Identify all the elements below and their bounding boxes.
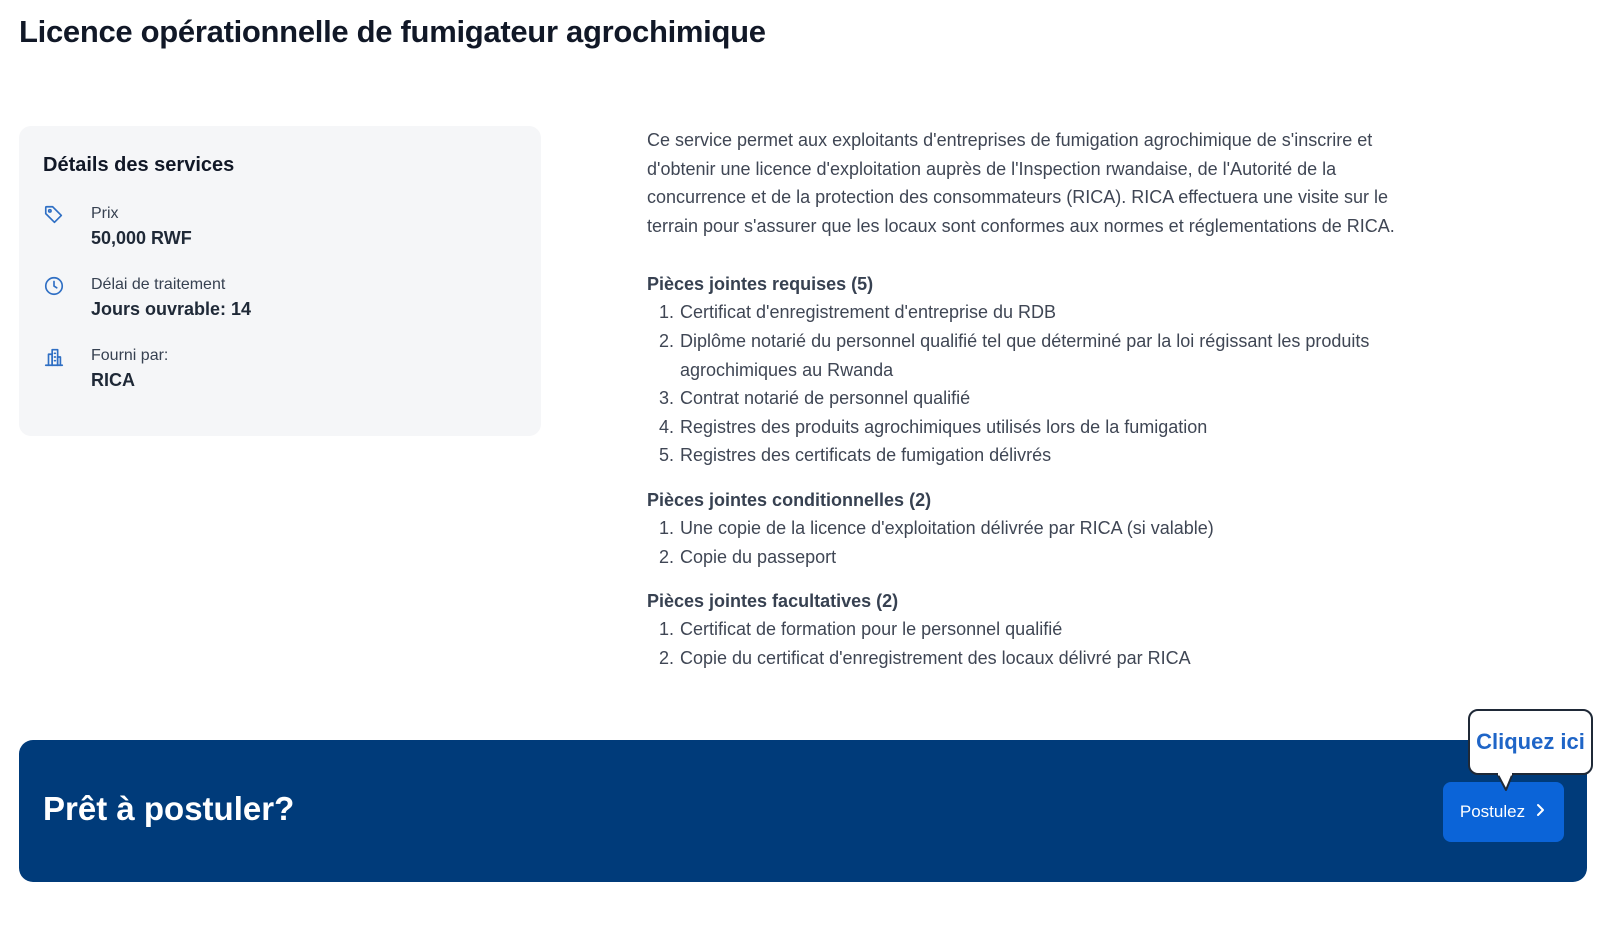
apply-banner-title: Prêt à postuler? bbox=[43, 790, 295, 827]
details-heading: Détails des services bbox=[43, 154, 235, 176]
list-item: 2. Copie du certificat d'enregistrement des locaux délivré par RICA bbox=[658, 647, 1191, 668]
optional-attachments-list bbox=[647, 615, 1427, 672]
provider-value: RICA bbox=[91, 370, 135, 390]
required-attachments-title: Pièces jointes requises (5) bbox=[647, 274, 874, 295]
service-description: Ce service permet aux exploitants d'entreprises de fumigation agrochimique de s'inscrire et d'obtenir une licence d'exploitation auprès de l'Inspection rwandaise, de l'Autorité de la concurrence et de la protection des consommateurs (RICA). RICA effectuera une visite sur le terrain pour s'assurer que les locaux sont conformes aux normes et réglementations de RICA. bbox=[647, 130, 1395, 236]
price-value: 50,000 RWF bbox=[91, 228, 192, 248]
conditional-attachments-title: Pièces jointes conditionnelles (2) bbox=[647, 489, 932, 510]
required-attachments-list bbox=[647, 298, 1427, 470]
list-item: 1. Certificat de formation pour le personnel qualifié bbox=[658, 619, 1063, 640]
provider-label: Fourni par: bbox=[91, 347, 169, 364]
click-here-callout bbox=[1468, 709, 1593, 775]
list-item: 2. Copie du passeport bbox=[658, 546, 837, 567]
detail-row-provider bbox=[43, 345, 517, 394]
detail-row-processing-time bbox=[43, 274, 517, 323]
clock-icon bbox=[43, 275, 67, 299]
apply-button-label: Postulez bbox=[1459, 802, 1526, 821]
list-item: 3. Contrat notarié de personnel qualifié bbox=[658, 388, 971, 409]
page-title: Licence opérationnelle de fumigateur agrochimique bbox=[19, 14, 766, 49]
callout-pointer bbox=[1497, 773, 1521, 793]
price-label: Prix bbox=[91, 205, 119, 222]
list-item: 5. Registres des certificats de fumigation délivrés bbox=[658, 445, 1052, 466]
optional-attachments-title: Pièces jointes facultatives (2) bbox=[647, 591, 899, 612]
processing-time-label: Délai de traitement bbox=[91, 276, 226, 293]
detail-row-price bbox=[43, 203, 517, 252]
conditional-attachments-list bbox=[647, 514, 1427, 571]
detail-text-provider bbox=[91, 345, 168, 394]
list-item: 2. Diplôme notarié du personnel qualifié tel que déterminé par la loi régissant les produits agrochimiques au Rwanda bbox=[658, 330, 1370, 380]
list-item: 4. Registres des produits agrochimiques utilisés lors de la fumigation bbox=[658, 416, 1208, 437]
detail-text-processing-time bbox=[91, 274, 251, 323]
chevron-right-icon bbox=[1533, 802, 1547, 822]
list-item: 1. Certificat d'enregistrement d'entreprise du RDB bbox=[658, 302, 1057, 323]
building-icon bbox=[43, 346, 67, 370]
processing-time-value: Jours ouvrable: 14 bbox=[91, 299, 252, 319]
price-tag-icon bbox=[43, 204, 67, 228]
detail-text-price bbox=[91, 203, 192, 252]
apply-banner bbox=[19, 740, 1587, 882]
callout-text: Cliquez ici bbox=[1476, 729, 1585, 754]
list-item: 1. Une copie de la licence d'exploitation délivrée par RICA (si valable) bbox=[658, 517, 1214, 538]
service-content bbox=[647, 126, 1427, 688]
service-details-card bbox=[19, 126, 541, 436]
